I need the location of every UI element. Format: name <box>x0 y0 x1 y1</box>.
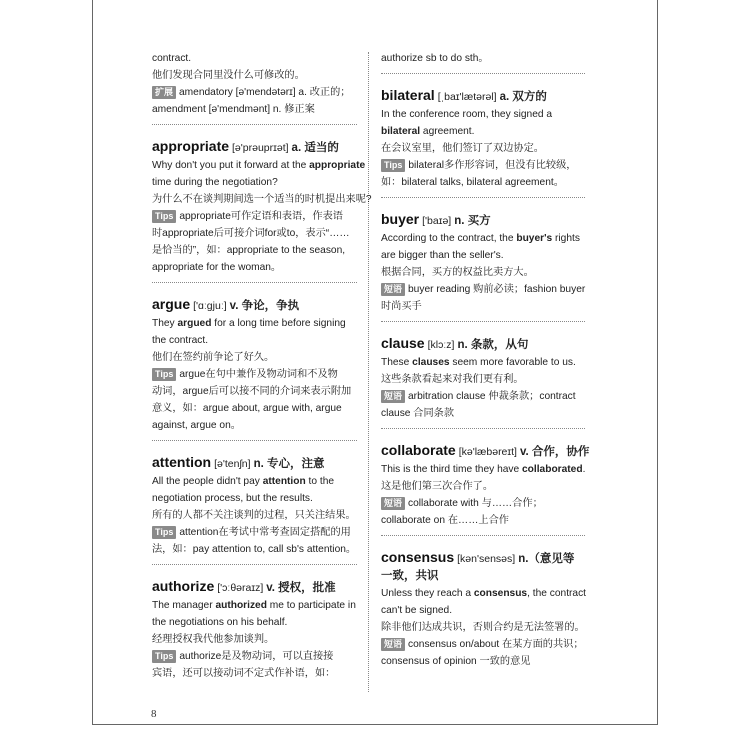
example-line <box>381 461 585 478</box>
example-translation: 这些条款看起来对我们更有利。 <box>381 374 524 385</box>
entry-authorize <box>152 575 357 682</box>
entry-collaborate <box>381 439 590 529</box>
example-line <box>381 354 585 371</box>
entry-appropriate <box>152 135 372 276</box>
phrase-line <box>381 388 585 405</box>
example-keyword: appropriate <box>309 160 366 171</box>
right-column <box>381 50 590 670</box>
phonetic: [ə'tenʃn] <box>214 458 251 470</box>
example-keyword: argued <box>177 318 212 329</box>
extension-line-1: amendatory [ə'mendətərɪ] a. 改正的； <box>179 87 351 98</box>
tips-text: bilateral多作形容词，但没有比较级， <box>408 160 577 171</box>
phrase-text: buyer reading 购前必读；fashion buyer <box>408 284 586 295</box>
entry-head <box>381 439 590 461</box>
page-number: 8 <box>151 708 157 720</box>
phonetic: [ˌbaɪ'lætərəl] <box>437 91 497 103</box>
phrase-text: 时尚买手 <box>381 301 422 312</box>
tips-tag: Tips <box>152 526 176 539</box>
entry-argue <box>152 293 357 434</box>
tips-tag: Tips <box>381 159 405 172</box>
example-text: All the people didn't pay <box>152 476 263 487</box>
example-line <box>152 157 366 174</box>
entry-head <box>381 332 585 354</box>
example-line: can't be signed. <box>381 605 453 616</box>
tips-tag: Tips <box>152 368 176 381</box>
entry-separator <box>381 197 585 198</box>
extension-tag: 扩展 <box>152 86 176 99</box>
example-keyword: clauses <box>412 357 450 368</box>
tips-tag: Tips <box>152 650 176 663</box>
example-text: These <box>381 357 413 368</box>
example-text: . <box>582 464 586 475</box>
entry-attention <box>152 451 357 558</box>
example-text: me to participate in <box>266 600 356 611</box>
entry-separator <box>381 73 585 74</box>
part-of-speech: v. 合作，协作 <box>519 446 590 458</box>
example-text: Why don't you put it forward at the <box>152 160 310 171</box>
example-line: the negotiations on his behalf. <box>152 617 288 628</box>
phrase-tag: 短语 <box>381 497 405 510</box>
entry-head <box>152 575 357 597</box>
example-translation: 经理授权我代他参加谈判。 <box>152 634 275 645</box>
example-text: rights <box>552 233 580 244</box>
example-line <box>381 230 585 247</box>
entry-separator <box>152 124 357 125</box>
phonetic: [ə'prəuprɪət] <box>232 142 289 154</box>
entry-separator <box>152 282 357 283</box>
example-keyword: buyer's <box>516 233 553 244</box>
example-keyword: collaborated <box>522 464 583 475</box>
entry-head <box>381 208 585 230</box>
example-text: agreement. <box>420 126 475 137</box>
phonetic: ['ɔːθəraɪz] <box>217 582 264 594</box>
entry-consensus <box>381 546 585 670</box>
part-of-speech: n. 买方 <box>454 215 491 227</box>
example-text: According to the contract, the <box>381 233 517 244</box>
example-text: The manager <box>152 600 216 611</box>
phonetic: [kən'sensəs] <box>457 553 516 565</box>
example-keyword: consensus <box>473 588 528 599</box>
part-of-speech: n.（意见等 <box>518 553 575 565</box>
phonetic: ['ɑːgjuː] <box>193 300 227 312</box>
entry-head <box>381 84 585 106</box>
example-translation: 他们在签约前争论了好久。 <box>152 352 275 363</box>
phrase-text: collaborate with 与……合作； <box>408 498 543 509</box>
example-text: seem more favorable to us. <box>449 357 576 368</box>
tips-text: 时appropriate后可接介词for或to，表示“…… <box>152 228 350 239</box>
example-translation: 除非他们达成共识，否则合约是无法签署的。 <box>381 622 585 633</box>
example-line: In the conference room, they signed a <box>381 109 553 120</box>
phrase-line <box>381 636 585 653</box>
tips-text: against, argue on。 <box>152 420 241 431</box>
example-line: negotiation process, but the results. <box>152 493 313 504</box>
entry-bilateral <box>381 84 585 191</box>
entry-separator <box>381 535 585 536</box>
phrase-text: collaborate on 在……上合作 <box>381 515 509 526</box>
tips-text: 动词，argue后可以接不同的介词来表示附加 <box>152 386 352 397</box>
entry-head <box>152 135 357 157</box>
phrase-tag: 短语 <box>381 283 405 296</box>
tips-text: appropriate可作定语和表语，作表语 <box>179 211 343 222</box>
tips-text: 是恰当的”，如：appropriate to the season, <box>152 245 346 256</box>
tips-line <box>381 157 585 174</box>
phrase-text: arbitration clause 仲裁条款；contract <box>408 391 576 402</box>
extension-line-2: amendment [ə'mendmənt] n. 修正案 <box>152 104 315 115</box>
entry-head <box>152 293 357 315</box>
tips-tag: Tips <box>152 210 176 223</box>
headword: attention <box>152 454 212 470</box>
part-of-speech: v. 授权，批准 <box>266 582 336 594</box>
tips-text: authorize是及物动词，可以直接接 <box>179 651 334 662</box>
phonetic: [klɔːz] <box>427 339 455 351</box>
example-translation: 这是他们第三次合作了。 <box>381 481 494 492</box>
phrase-line <box>381 495 585 512</box>
example-line: are bigger than the seller's. <box>381 250 504 261</box>
example-line <box>152 597 357 614</box>
example-translation: 为什么不在谈判期间选一个适当的时机提出来呢? <box>152 194 372 205</box>
headword: consensus <box>381 549 455 565</box>
continued-text: authorize sb to do sth。 <box>381 53 489 64</box>
continued-translation: 他们发现合同里没什么可修改的。 <box>152 70 305 81</box>
left-column <box>152 50 372 682</box>
tips-line <box>152 648 357 665</box>
tips-text: argue在句中兼作及物动词和不及物 <box>179 369 338 380</box>
tips-text: 宾语，还可以接动词不定式作补语，如： <box>152 668 336 679</box>
entry-head <box>152 451 357 473</box>
extension-note <box>152 84 357 101</box>
part-of-speech-continued: 一致，共识 <box>381 570 439 582</box>
example-keyword: attention <box>262 476 306 487</box>
example-keyword: authorized <box>215 600 267 611</box>
example-text: , the contract <box>527 588 587 599</box>
entry-separator <box>152 440 357 441</box>
part-of-speech: a. 适当的 <box>291 142 339 154</box>
entry-buyer <box>381 208 585 315</box>
tips-text: attention在考试中常考查固定搭配的用 <box>179 527 351 538</box>
example-line: the contract. <box>152 335 209 346</box>
phrase-text: clause 合同条款 <box>381 408 455 419</box>
headword: collaborate <box>381 442 456 458</box>
tips-line <box>152 524 357 541</box>
tips-line <box>152 366 357 383</box>
tips-text: 如：bilateral talks, bilateral agreement。 <box>381 177 564 188</box>
entry-separator <box>381 321 585 322</box>
entry-clause <box>381 332 585 422</box>
headword: authorize <box>152 578 215 594</box>
example-line <box>152 315 357 332</box>
tips-text: 法，如：pay attention to, call sb's attention。 <box>152 544 357 555</box>
entry-separator <box>152 564 357 565</box>
headword: clause <box>381 335 425 351</box>
example-text: Unless they reach a <box>381 588 474 599</box>
phrase-line <box>381 281 585 298</box>
entry-separator <box>381 428 585 429</box>
example-line <box>381 585 585 602</box>
tips-line <box>152 208 357 225</box>
example-line <box>152 473 357 490</box>
example-text: for a long time before signing <box>211 318 346 329</box>
headword: bilateral <box>381 87 435 103</box>
part-of-speech: n. 条款，从句 <box>457 339 529 351</box>
tips-text: 意义，如：argue about, argue with, argue <box>152 403 342 414</box>
headword: appropriate <box>152 138 230 154</box>
phrase-tag: 短语 <box>381 638 405 651</box>
entry-head <box>381 546 585 568</box>
tips-text: appropriate for the woman。 <box>152 262 282 273</box>
part-of-speech: v. 争论，争执 <box>229 300 300 312</box>
headword: argue <box>152 296 191 312</box>
example-text: to the <box>305 476 335 487</box>
phonetic: ['baɪə] <box>422 215 452 227</box>
column-divider <box>368 52 369 692</box>
phrase-text: consensus of opinion 一致的意见 <box>381 656 531 667</box>
example-line: time during the negotiation? <box>152 177 278 188</box>
example-translation: 所有的人都不关注谈判的过程，只关注结果。 <box>152 510 356 521</box>
example-text: This is the third time they have <box>381 464 522 475</box>
phrase-tag: 短语 <box>381 390 405 403</box>
part-of-speech: n. 专心，注意 <box>253 458 325 470</box>
example-line <box>381 123 585 140</box>
phonetic: [kə'læbəreɪt] <box>458 446 517 458</box>
phrase-text: consensus on/about 在某方面的共识； <box>408 639 584 650</box>
continued-text: contract. <box>152 53 192 64</box>
example-text: They <box>152 318 178 329</box>
example-keyword: bilateral <box>381 126 421 137</box>
part-of-speech: a. 双方的 <box>499 91 547 103</box>
example-translation: 根据合同，买方的权益比卖方大。 <box>381 267 534 278</box>
headword: buyer <box>381 211 420 227</box>
example-translation: 在会议室里，他们签订了双边协定。 <box>381 143 544 154</box>
